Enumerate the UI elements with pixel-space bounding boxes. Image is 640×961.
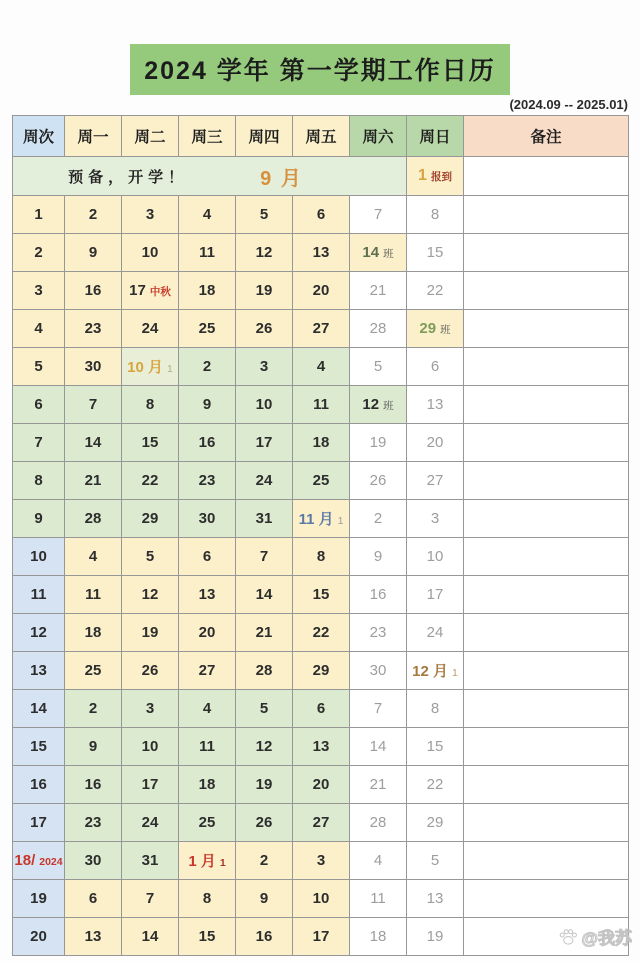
day-cell: 20: [293, 272, 350, 310]
week-row: [13, 310, 629, 348]
day-cell: 23: [65, 804, 122, 842]
day-cell: 5: [407, 842, 464, 880]
day-cell: 13: [293, 728, 350, 766]
day-cell: 11: [65, 576, 122, 614]
day-cell: 4: [179, 196, 236, 234]
day-cell: 24: [122, 310, 179, 348]
week-number-cell: 14: [13, 690, 65, 728]
week-number-cell: 2: [13, 234, 65, 272]
week-number-cell: 13: [13, 652, 65, 690]
day-cell: 30: [65, 348, 122, 386]
day-cell: 15: [122, 424, 179, 462]
day-cell: 23: [350, 614, 407, 652]
week-number-cell: 5: [13, 348, 65, 386]
month-label-september: 9 月: [260, 167, 303, 190]
day-cell: 4: [350, 842, 407, 880]
week-number-cell: 19: [13, 880, 65, 918]
day-cell: 13: [65, 918, 122, 956]
day-cell: 14: [65, 424, 122, 462]
day-cell: 21: [65, 462, 122, 500]
day-cell: 18: [350, 918, 407, 956]
day-cell: 18: [65, 614, 122, 652]
day-cell: 8: [293, 538, 350, 576]
week-row: [13, 652, 629, 690]
day-cell: 16: [179, 424, 236, 462]
day-cell: 6: [407, 348, 464, 386]
day-cell: 14: [236, 576, 293, 614]
day-cell: 3: [236, 348, 293, 386]
day-cell: 6: [65, 880, 122, 918]
day-cell: 23: [65, 310, 122, 348]
week-row: [13, 500, 629, 538]
day-cell: 4: [179, 690, 236, 728]
day-cell: 11 月 1: [293, 500, 350, 538]
day-cell: 2: [236, 842, 293, 880]
week-row: [13, 766, 629, 804]
week-row: [13, 424, 629, 462]
day-cell: 30: [65, 842, 122, 880]
notes-cell: [464, 576, 629, 614]
watermark-text: @我苏: [581, 929, 632, 948]
day-cell: 7: [122, 880, 179, 918]
notes-cell: [464, 348, 629, 386]
day-cell: 16: [350, 576, 407, 614]
notes-cell: [464, 614, 629, 652]
notes-cell: [464, 424, 629, 462]
day-cell: 12: [236, 728, 293, 766]
day-cell: 14 班: [350, 234, 407, 272]
day-cell: 9: [65, 728, 122, 766]
week-number-cell: 16: [13, 766, 65, 804]
semester-date-range: (2024.09 -- 2025.01): [509, 97, 628, 112]
report-day-label: 报到: [430, 171, 452, 183]
day-cell: 9: [236, 880, 293, 918]
day-cell: 13: [407, 386, 464, 424]
day-cell: 17: [122, 766, 179, 804]
title-wrap: [0, 0, 640, 95]
day-cell: 2: [65, 196, 122, 234]
week-number-cell: 4: [13, 310, 65, 348]
day-cell: 28: [236, 652, 293, 690]
week-number-cell: 18/ 2024: [13, 842, 65, 880]
day-cell: 3: [122, 690, 179, 728]
header-tuesday: 周二: [122, 116, 179, 157]
day-cell: 1 月 1: [179, 842, 236, 880]
notes-cell: [464, 538, 629, 576]
day-cell: 6: [179, 538, 236, 576]
day-cell: 15: [407, 728, 464, 766]
day-cell: 24: [122, 804, 179, 842]
week-row: [13, 918, 629, 956]
day-cell: 2: [179, 348, 236, 386]
day-cell: 24: [236, 462, 293, 500]
day-cell: 26: [236, 804, 293, 842]
notes-cell: [464, 234, 629, 272]
week-number-cell: 3: [13, 272, 65, 310]
day-cell: 28: [350, 804, 407, 842]
day-cell: 17 中秋: [122, 272, 179, 310]
day-cell: 7: [350, 196, 407, 234]
day-cell: 23: [179, 462, 236, 500]
day-cell: 18: [179, 766, 236, 804]
day-cell: 6: [293, 196, 350, 234]
week-number-cell: 20: [13, 918, 65, 956]
day-cell: 13: [293, 234, 350, 272]
day-cell: 19: [236, 272, 293, 310]
day-cell: 12 月 1: [407, 652, 464, 690]
day-cell: 11: [179, 234, 236, 272]
notes-cell: [464, 386, 629, 424]
day-cell: 18: [293, 424, 350, 462]
day-cell: 5: [236, 196, 293, 234]
day-cell: 2: [65, 690, 122, 728]
day-cell: 21: [236, 614, 293, 652]
day-cell: 14: [122, 918, 179, 956]
week-row: [13, 196, 629, 234]
month-row: [13, 157, 629, 196]
day-cell: 26: [350, 462, 407, 500]
notes-cell: [464, 272, 629, 310]
week-row: [13, 234, 629, 272]
week-number-cell: 15: [13, 728, 65, 766]
day-cell: 20: [293, 766, 350, 804]
day-cell: 26: [122, 652, 179, 690]
week-number-cell: 17: [13, 804, 65, 842]
day-cell: 14: [350, 728, 407, 766]
notes-cell: [464, 310, 629, 348]
day-cell: 31: [122, 842, 179, 880]
day-cell: 10: [236, 386, 293, 424]
day-cell: 8: [179, 880, 236, 918]
day-cell: 26: [236, 310, 293, 348]
notes-cell: [464, 652, 629, 690]
day-cell: 7: [236, 538, 293, 576]
day-cell: 22: [407, 272, 464, 310]
day-cell: 22: [122, 462, 179, 500]
day-cell: 8: [122, 386, 179, 424]
day-cell: 17: [293, 918, 350, 956]
day-cell: 3: [293, 842, 350, 880]
header-saturday: 周六: [350, 116, 407, 157]
week-row: [13, 576, 629, 614]
semester-start-note: 预备，开学！: [68, 168, 189, 186]
report-day-cell: [407, 157, 464, 196]
notes-cell: [464, 766, 629, 804]
week-number-cell: 7: [13, 424, 65, 462]
day-cell: 29: [122, 500, 179, 538]
day-cell: 2: [350, 500, 407, 538]
day-cell: 16: [65, 766, 122, 804]
day-cell: 10: [122, 234, 179, 272]
day-cell: 12: [122, 576, 179, 614]
day-cell: 27: [407, 462, 464, 500]
day-cell: 4: [293, 348, 350, 386]
calendar-body: [13, 196, 629, 956]
day-cell: 10: [122, 728, 179, 766]
report-day-number: 1: [418, 167, 427, 184]
day-cell: 16: [236, 918, 293, 956]
day-cell: 19: [350, 424, 407, 462]
week-row: [13, 880, 629, 918]
day-cell: 11: [350, 880, 407, 918]
day-cell: 22: [293, 614, 350, 652]
month-banner-cell: [13, 157, 407, 196]
day-cell: 25: [179, 804, 236, 842]
day-cell: 6: [293, 690, 350, 728]
day-cell: 12: [236, 234, 293, 272]
notes-cell: [464, 500, 629, 538]
day-cell: 30: [350, 652, 407, 690]
day-cell: 8: [407, 690, 464, 728]
week-row: [13, 272, 629, 310]
day-cell: 25: [293, 462, 350, 500]
day-cell: 10: [293, 880, 350, 918]
day-cell: 24: [407, 614, 464, 652]
page-title: 2024 学年 第一学期工作日历: [130, 44, 510, 95]
week-row: [13, 462, 629, 500]
week-row: [13, 728, 629, 766]
day-cell: 25: [179, 310, 236, 348]
header-sunday: 周日: [407, 116, 464, 157]
notes-cell: [464, 804, 629, 842]
day-cell: 17: [407, 576, 464, 614]
day-cell: 13: [179, 576, 236, 614]
day-cell: 3: [122, 196, 179, 234]
day-cell: 10 月 1: [122, 348, 179, 386]
week-number-cell: 10: [13, 538, 65, 576]
day-cell: 9: [65, 234, 122, 272]
day-cell: 4: [65, 538, 122, 576]
day-cell: 15: [179, 918, 236, 956]
day-cell: 28: [350, 310, 407, 348]
notes-cell: [464, 690, 629, 728]
day-cell: 29: [407, 804, 464, 842]
header-notes: 备注: [464, 116, 629, 157]
notes-cell: [464, 728, 629, 766]
day-cell: 7: [65, 386, 122, 424]
day-cell: 17: [236, 424, 293, 462]
notes-cell: [464, 462, 629, 500]
week-row: [13, 842, 629, 880]
header-thursday: 周四: [236, 116, 293, 157]
week-number-cell: 9: [13, 500, 65, 538]
day-cell: 9: [179, 386, 236, 424]
day-cell: 27: [179, 652, 236, 690]
day-cell: 19: [407, 918, 464, 956]
day-cell: 20: [407, 424, 464, 462]
day-cell: 15: [407, 234, 464, 272]
day-cell: 29 班: [407, 310, 464, 348]
week-row: [13, 348, 629, 386]
day-cell: 11: [293, 386, 350, 424]
notes-cell: [464, 842, 629, 880]
header-friday: 周五: [293, 116, 350, 157]
day-cell: 30: [179, 500, 236, 538]
day-cell: 21: [350, 766, 407, 804]
notes-cell: [464, 880, 629, 918]
header-wednesday: 周三: [179, 116, 236, 157]
day-cell: 27: [293, 804, 350, 842]
day-cell: 12 班: [350, 386, 407, 424]
day-cell: 8: [407, 196, 464, 234]
day-cell: 31: [236, 500, 293, 538]
paw-icon: [558, 927, 578, 947]
header-week-number: 周次: [13, 116, 65, 157]
day-cell: 18: [179, 272, 236, 310]
week-number-cell: 11: [13, 576, 65, 614]
day-cell: 9: [350, 538, 407, 576]
week-row: [13, 614, 629, 652]
day-cell: 20: [179, 614, 236, 652]
notes-cell: [464, 157, 629, 196]
day-cell: 19: [236, 766, 293, 804]
day-cell: 11: [179, 728, 236, 766]
day-cell: 3: [407, 500, 464, 538]
day-cell: 10: [407, 538, 464, 576]
week-number-cell: 6: [13, 386, 65, 424]
day-cell: 5: [350, 348, 407, 386]
week-row: [13, 690, 629, 728]
day-cell: 19: [122, 614, 179, 652]
calendar-table: [12, 115, 629, 956]
day-cell: 21: [350, 272, 407, 310]
week-row: [13, 386, 629, 424]
day-cell: 5: [236, 690, 293, 728]
week-number-cell: 12: [13, 614, 65, 652]
week-row: [13, 538, 629, 576]
week-number-cell: 1: [13, 196, 65, 234]
week-number-cell: 8: [13, 462, 65, 500]
watermark: [558, 924, 632, 949]
notes-cell: [464, 196, 629, 234]
day-cell: 5: [122, 538, 179, 576]
day-cell: 29: [293, 652, 350, 690]
day-cell: 28: [65, 500, 122, 538]
day-cell: 16: [65, 272, 122, 310]
day-cell: 22: [407, 766, 464, 804]
day-cell: 15: [293, 576, 350, 614]
header-row: [13, 116, 629, 157]
header-monday: 周一: [65, 116, 122, 157]
day-cell: 27: [293, 310, 350, 348]
day-cell: 13: [407, 880, 464, 918]
week-row: [13, 804, 629, 842]
day-cell: 25: [65, 652, 122, 690]
day-cell: 7: [350, 690, 407, 728]
